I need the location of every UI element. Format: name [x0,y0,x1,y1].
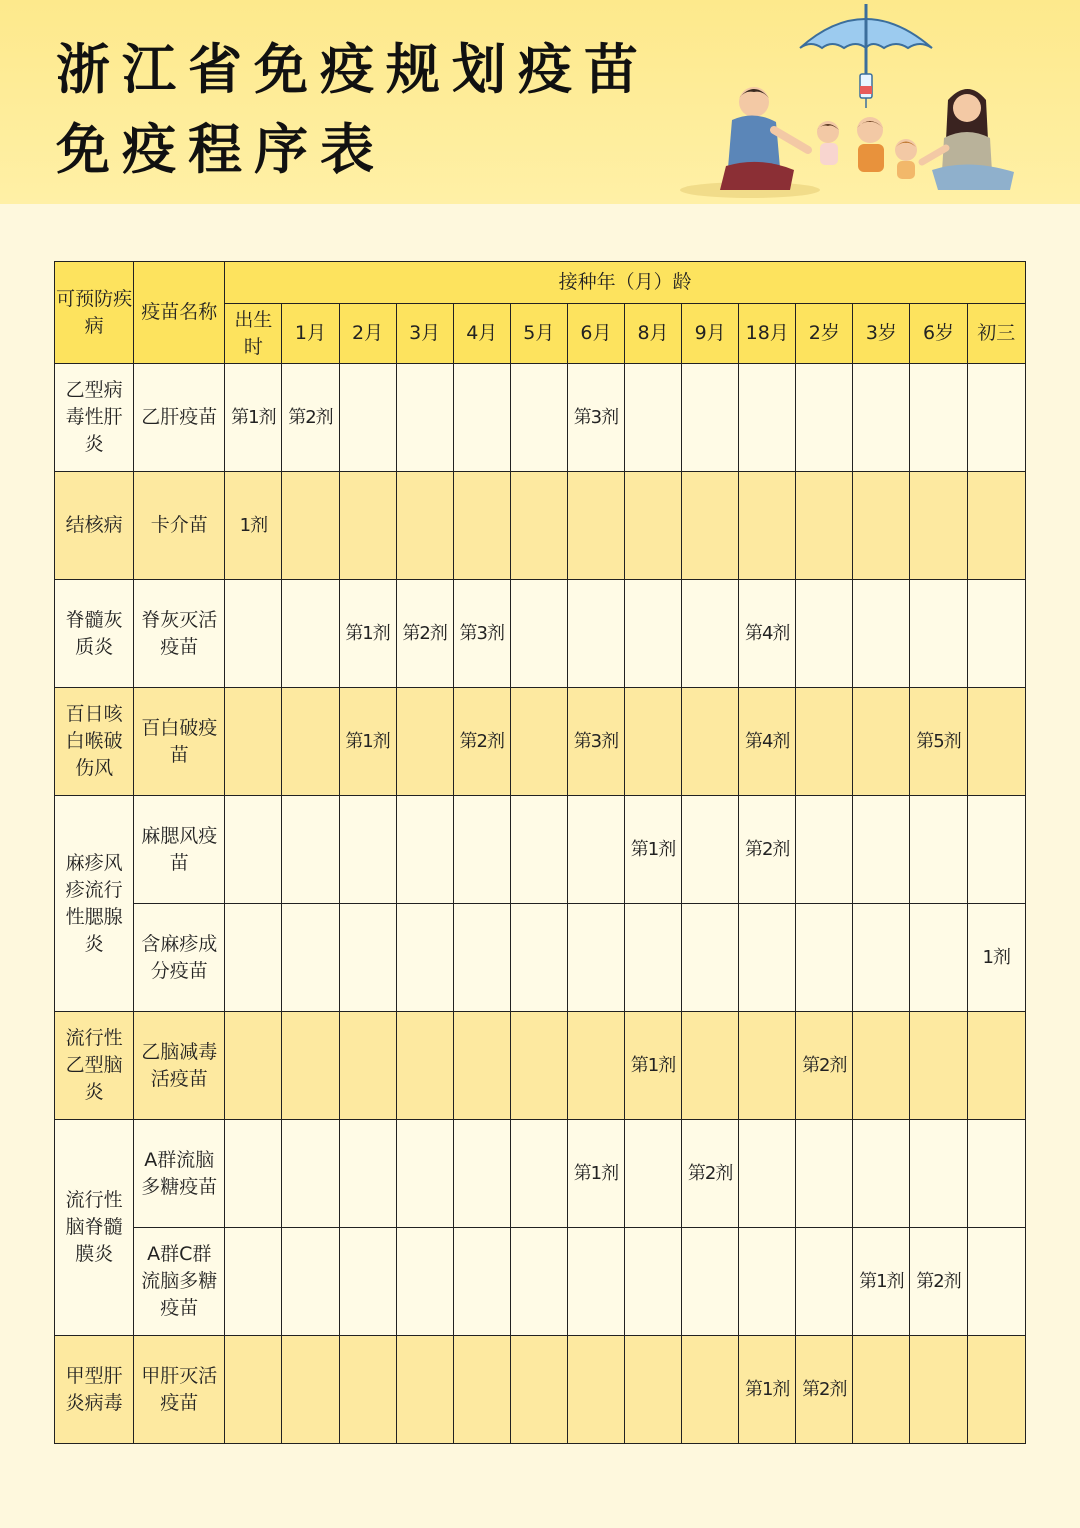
dose-cell [567,580,624,688]
table-row [55,580,1026,688]
dose-cell: 第2剂 [796,1012,853,1120]
dose-cell: 第1剂 [739,1336,796,1444]
dose-cell: 第2剂 [739,796,796,904]
dose-cell [282,1012,339,1120]
dose-cell [339,1228,396,1336]
dose-cell [910,796,967,904]
vaccine-name-cell: A群流脑多糖疫苗 [134,1120,225,1228]
dose-cell [339,472,396,580]
table-row [55,1012,1026,1120]
dose-cell [739,1120,796,1228]
vaccine-name-cell: 卡介苗 [134,472,225,580]
dose-cell [796,1120,853,1228]
dose-cell [853,364,910,472]
dose-cell [396,1228,453,1336]
age-header: 6月 [567,304,624,364]
table-row [55,1336,1026,1444]
dose-cell [853,1336,910,1444]
dose-cell [967,796,1025,904]
umbrella-icon [800,4,932,74]
dose-cell [682,364,739,472]
dose-cell [853,796,910,904]
dose-cell [453,472,510,580]
dose-cell [796,1228,853,1336]
dose-cell [967,472,1025,580]
dose-cell [624,1336,681,1444]
dose-cell [396,796,453,904]
mother-figure [922,89,1014,190]
dose-cell [453,796,510,904]
dose-cell [225,796,282,904]
dose-cell [510,1228,567,1336]
dose-cell [396,904,453,1012]
dose-cell [339,1012,396,1120]
age-header: 出生时 [225,304,282,364]
vaccine-schedule-table [54,261,1026,1444]
dose-cell [453,1120,510,1228]
dose-cell [853,472,910,580]
dose-cell [510,796,567,904]
col-header-vaccine: 疫苗名称 [134,262,225,364]
age-header: 9月 [682,304,739,364]
dose-cell [682,580,739,688]
dose-cell [396,364,453,472]
dose-cell [339,796,396,904]
dose-cell [282,1120,339,1228]
dose-cell [396,1120,453,1228]
disease-cell: 流行性脑脊髓膜炎 [55,1120,134,1336]
table-row [55,1228,1026,1336]
dose-cell [796,688,853,796]
vaccine-name-cell: 脊灰灭活疫苗 [134,580,225,688]
dose-cell: 1剂 [967,904,1025,1012]
dose-cell: 第4剂 [739,580,796,688]
dose-cell [796,904,853,1012]
dose-cell [682,796,739,904]
dose-cell: 第3剂 [453,580,510,688]
dose-cell [910,364,967,472]
dose-cell [910,472,967,580]
dose-cell [853,904,910,1012]
header-row-1 [55,262,1026,304]
dose-cell [339,904,396,1012]
dose-cell [225,688,282,796]
dose-cell [910,1120,967,1228]
dose-cell [967,688,1025,796]
age-header: 初三 [967,304,1025,364]
dose-cell [796,472,853,580]
table-row [55,472,1026,580]
vaccine-name-cell: 含麻疹成分疫苗 [134,904,225,1012]
dose-cell [510,688,567,796]
dose-cell: 第1剂 [225,364,282,472]
page-title-line1: 浙江省免疫规划疫苗 [56,38,650,101]
dose-cell [225,1120,282,1228]
dose-cell [967,364,1025,472]
age-header: 18月 [739,304,796,364]
dose-cell: 第1剂 [339,580,396,688]
age-header: 5月 [510,304,567,364]
dose-cell [910,1336,967,1444]
dose-cell [510,904,567,1012]
table-row [55,1120,1026,1228]
header-banner [0,0,1080,204]
dose-cell [853,1012,910,1120]
dose-cell [682,1012,739,1120]
vaccine-name-cell: A群C群流脑多糖疫苗 [134,1228,225,1336]
dose-cell [910,580,967,688]
dose-cell [453,1012,510,1120]
age-header: 3月 [396,304,453,364]
dose-cell [739,904,796,1012]
dose-cell [453,904,510,1012]
disease-cell: 甲型肝炎病毒 [55,1336,134,1444]
dose-cell [567,1012,624,1120]
vaccine-name-cell: 百白破疫苗 [134,688,225,796]
dose-cell [624,364,681,472]
vaccine-name-cell: 乙肝疫苗 [134,364,225,472]
dose-cell [853,688,910,796]
dose-cell [967,580,1025,688]
dose-cell [682,1228,739,1336]
dose-cell: 第2剂 [396,580,453,688]
vaccine-name-cell: 乙脑减毒活疫苗 [134,1012,225,1120]
dose-cell: 第2剂 [910,1228,967,1336]
table-row [55,904,1026,1012]
dose-cell [510,1012,567,1120]
dose-cell [967,1336,1025,1444]
dose-cell [624,688,681,796]
dose-cell [796,796,853,904]
dose-cell: 第2剂 [796,1336,853,1444]
col-header-disease: 可预防疾病 [55,262,134,364]
dose-cell [453,1228,510,1336]
dose-cell [339,364,396,472]
disease-cell: 乙型病毒性肝炎 [55,364,134,472]
dose-cell [225,1228,282,1336]
dose-cell [339,1120,396,1228]
dose-cell: 第5剂 [910,688,967,796]
dose-cell [396,1336,453,1444]
family-illustration [670,0,1030,204]
dose-cell [682,472,739,580]
dose-cell [796,364,853,472]
disease-cell: 脊髓灰质炎 [55,580,134,688]
col-header-age-group: 接种年（月）龄 [225,262,1026,304]
dose-cell [567,904,624,1012]
dose-cell [624,1228,681,1336]
age-header: 4月 [453,304,510,364]
dose-cell [624,472,681,580]
dose-cell [967,1228,1025,1336]
dose-cell: 第2剂 [453,688,510,796]
age-header: 2月 [339,304,396,364]
dose-cell [967,1012,1025,1120]
dose-cell [225,1012,282,1120]
dose-cell: 第1剂 [853,1228,910,1336]
dose-cell: 第1剂 [624,1012,681,1120]
dose-cell [396,1012,453,1120]
dose-cell [453,1336,510,1444]
dose-cell [739,1228,796,1336]
page-title-line2: 免疫程序表 [56,118,386,181]
table-row [55,796,1026,904]
dose-cell: 第1剂 [624,796,681,904]
dose-cell [510,472,567,580]
dose-cell: 1剂 [225,472,282,580]
age-header: 8月 [624,304,681,364]
father-figure [680,87,820,198]
age-header: 3岁 [853,304,910,364]
dose-cell [682,1336,739,1444]
dose-cell [682,688,739,796]
dose-cell [339,1336,396,1444]
dose-cell [453,364,510,472]
dose-cell [510,364,567,472]
dose-cell [225,580,282,688]
age-header: 2岁 [796,304,853,364]
dose-cell: 第2剂 [282,364,339,472]
dose-cell [510,1120,567,1228]
dose-cell [853,1120,910,1228]
dose-cell: 第1剂 [567,1120,624,1228]
dose-cell [225,1336,282,1444]
children-figures [817,117,917,179]
dose-cell [910,904,967,1012]
dose-cell [282,580,339,688]
dose-cell [567,472,624,580]
vaccine-vial-icon [860,74,872,108]
disease-cell: 结核病 [55,472,134,580]
dose-cell: 第3剂 [567,364,624,472]
dose-cell [282,1336,339,1444]
dose-cell [624,1120,681,1228]
age-header: 6岁 [910,304,967,364]
dose-cell [510,1336,567,1444]
dose-cell [624,904,681,1012]
vaccine-name-cell: 麻腮风疫苗 [134,796,225,904]
disease-cell: 流行性乙型脑炎 [55,1012,134,1120]
dose-cell [624,580,681,688]
dose-cell [910,1012,967,1120]
dose-cell [225,904,282,1012]
dose-cell [282,796,339,904]
dose-cell [567,796,624,904]
dose-cell [739,364,796,472]
dose-cell [567,1228,624,1336]
vaccine-name-cell: 甲肝灭活疫苗 [134,1336,225,1444]
dose-cell: 第2剂 [682,1120,739,1228]
dose-cell [396,472,453,580]
dose-cell: 第4剂 [739,688,796,796]
schedule-body [55,364,1026,1444]
dose-cell [510,580,567,688]
dose-cell [739,1012,796,1120]
dose-cell [682,904,739,1012]
dose-cell [282,1228,339,1336]
dose-cell [282,472,339,580]
dose-cell [967,1120,1025,1228]
table-row [55,688,1026,796]
dose-cell [396,688,453,796]
dose-cell [853,580,910,688]
dose-cell: 第3剂 [567,688,624,796]
age-header: 1月 [282,304,339,364]
dose-cell [739,472,796,580]
disease-cell: 麻疹风疹流行性腮腺炎 [55,796,134,1012]
dose-cell [282,904,339,1012]
dose-cell: 第1剂 [339,688,396,796]
disease-cell: 百日咳白喉破伤风 [55,688,134,796]
dose-cell [796,580,853,688]
dose-cell [282,688,339,796]
table-row [55,364,1026,472]
dose-cell [567,1336,624,1444]
